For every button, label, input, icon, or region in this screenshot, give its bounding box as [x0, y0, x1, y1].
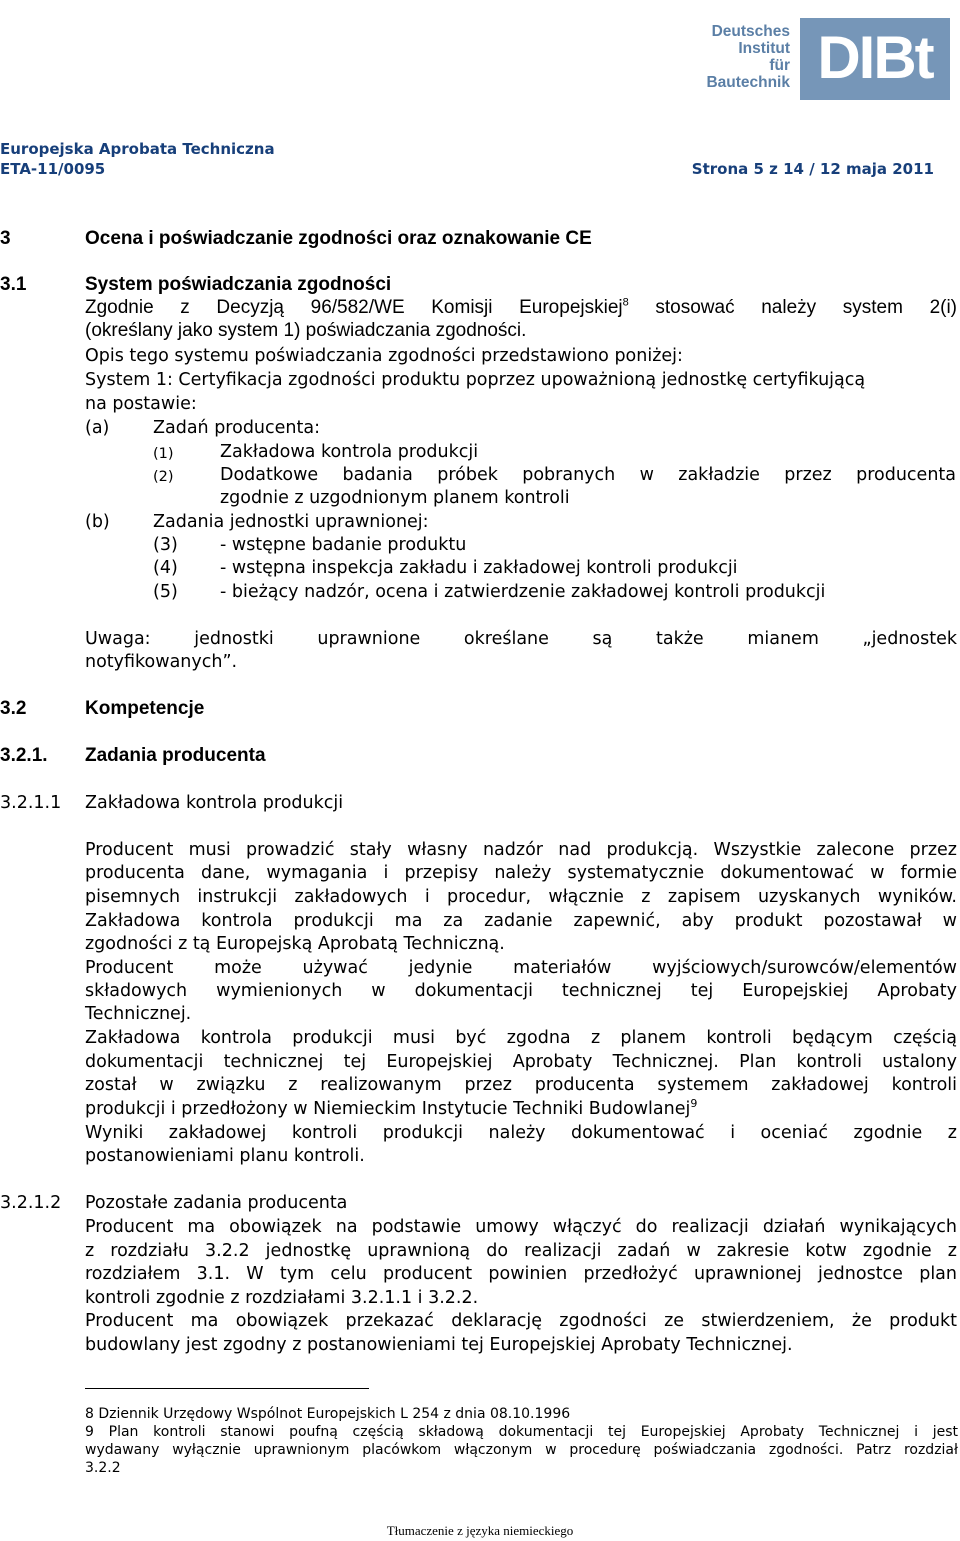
sublist-number: (5) [153, 582, 178, 602]
logo-line: Deutsches [711, 23, 790, 40]
paragraph-line: zgodności z tą Europejską Aprobatą Techniczną. [85, 934, 505, 954]
paragraph-line: na postawie: [85, 394, 197, 414]
section-3-number: 3 [0, 228, 11, 249]
paragraph-line: producenta dane, wymagania i przepisy należy systematycznie dokumentować w formie [85, 863, 957, 883]
section-3-1-number: 3.1 [0, 274, 27, 295]
page-footer: Tłumaczenie z języka niemieckiego [386, 1523, 574, 1538]
paragraph-line [85, 1098, 697, 1120]
logo-box [800, 18, 950, 100]
text-span: stosować należy system 2(i) [628, 297, 958, 318]
logo-line: Institut [738, 40, 790, 57]
section-3-title: Ocena i poświadczanie zgodności oraz oznakowanie CE [85, 228, 592, 249]
sublist-number: (2) [153, 469, 174, 485]
page-header [0, 140, 960, 182]
paragraph-line: Technicznej. [85, 1004, 192, 1024]
paragraph-line: Zakładowa kontrola produkcji musi być zgodna z planem kontroli będącym częścią [85, 1028, 957, 1048]
footnote-9-continued: 3.2.2 [85, 1460, 121, 1476]
footnote-divider [85, 1388, 369, 1389]
sublist-item: - wstępne badanie produktu [220, 535, 467, 555]
paragraph-line: Producent musi prowadzić stały własny nadzór nad produkcją. Wszystkie zalecone przez [85, 840, 957, 860]
paragraph-line: Wyniki zakładowej kontroli produkcji należy dokumentować i oceniać zgodnie z [85, 1123, 957, 1143]
sublist-number: (1) [153, 446, 174, 462]
paragraph-line: budowlany jest zgodny z postanowieniami tej Europejskiej Aprobaty Technicznej. [85, 1335, 793, 1355]
paragraph-line: postanowieniami planu kontroli. [85, 1146, 365, 1166]
paragraph-line [85, 297, 957, 319]
section-3-1-title: System poświadczania zgodności [85, 274, 392, 295]
paragraph-line: dokumentacji technicznej tej Europejskiej Aprobaty Technicznej. Plan kontroli ustalony [85, 1052, 957, 1072]
paragraph-line: System 1: Certyfikacja zgodności produktu poprzez upoważnioną jednostkę certyfikującą [85, 370, 866, 390]
section-3-2-1-2-number: 3.2.1.2 [0, 1193, 62, 1213]
section-3-2-1-number: 3.2.1. [0, 745, 48, 766]
paragraph-line: pisemnych instrukcji zakładowych i procedur, włącznie z zapisem uzyskanych wyników. [85, 887, 957, 907]
sublist-item: - wstępna inspekcja zakładu i zakładowej kontroli produkcji [220, 558, 738, 578]
paragraph-line: z rozdziału 3.2.2 jednostkę uprawnioną do realizacji zadań w zakresie kotw zgodnie z [85, 1241, 957, 1261]
section-3-2-1-1-number: 3.2.1.1 [0, 793, 62, 813]
paragraph-line: Zakładowa kontrola produkcji ma za zadanie zapewnić, aby produkt pozostawał w [85, 911, 957, 931]
logo-wordmark [690, 23, 790, 91]
section-3-2-number: 3.2 [0, 698, 27, 719]
sublist-number: (3) [153, 535, 178, 555]
logo-line: Bautechnik [706, 74, 790, 91]
section-3-2-1-title: Zadania producenta [85, 745, 266, 766]
sublist-number: (4) [153, 558, 178, 578]
note-line: notyfikowanych”. [85, 652, 238, 672]
logo-mark: DIBt [817, 24, 933, 91]
sublist-item-continued: zgodnie z uzgodnionym planem kontroli [220, 488, 570, 508]
paragraph-line: Producent ma obowiązek przekazać deklarację zgodności ze stwierdzeniem, że produkt [85, 1311, 957, 1331]
section-3-2-title: Kompetencje [85, 698, 205, 719]
text-span: produkcji i przedłożony w Niemieckim Instytucie Techniki Budowlanej [85, 1099, 691, 1119]
section-3-2-1-1-title: Zakładowa kontrola produkcji [85, 793, 344, 813]
paragraph-line: Opis tego systemu poświadczania zgodności przedstawiono poniżej: [85, 346, 683, 366]
footnote-8: 8 Dziennik Urzędowy Wspólnot Europejskich L 254 z dnia 08.10.1996 [85, 1406, 571, 1422]
logo-line: für [769, 57, 790, 74]
document-title: Europejska Aprobata Techniczna [0, 140, 275, 158]
list-label: (b) [85, 512, 110, 532]
list-item: Zadania jednostki uprawnionej: [153, 512, 429, 532]
paragraph-line: składowych wymienionych w dokumentacji technicznej tej Europejskiej Aprobaty [85, 981, 957, 1001]
paragraph-line: kontroli zgodnie z rozdziałami 3.2.1.1 i 3.2.2. [85, 1288, 479, 1308]
page-info: Strona 5 z 14 / 12 maja 2011 [691, 160, 934, 178]
section-3-2-1-2-title: Pozostałe zadania producenta [85, 1193, 348, 1213]
paragraph-line: (określany jako system 1) poświadczania zgodności. [85, 320, 527, 341]
eta-number: ETA-11/0095 [0, 160, 106, 178]
dibt-logo [690, 18, 960, 110]
footnote-9: 9 Plan kontroli stanowi poufną częścią składową dokumentacji tej Europejskiej Aprobaty Technicznej i jest [85, 1424, 958, 1440]
footnote-9-continued: wydawany wyłącznie uprawnionym placówkom włączonym w procedurę poświadczania zgodności. Patrz rozdział [85, 1442, 958, 1458]
note-line: Uwaga: jednostki uprawnione określane są także mianem „jednostek [85, 629, 957, 649]
footnote-ref: 9 [690, 1097, 698, 1111]
sublist-item: Zakładowa kontrola produkcji [220, 442, 479, 462]
text-span: Zgodnie z Decyzją 96/582/WE Komisji Europejskiej [85, 297, 623, 318]
paragraph-line: został w związku z realizowanym przez producenta systemem zakładowej kontroli [85, 1075, 957, 1095]
list-label: (a) [85, 418, 110, 438]
list-item: Zadań producenta: [153, 418, 320, 438]
paragraph-line: rozdziałem 3.1. W tym celu producent powinien przedłożyć uprawnionej jednostce plan [85, 1264, 957, 1284]
footnote-ref: 8 [622, 296, 629, 309]
sublist-item: Dodatkowe badania próbek pobranych w zakładzie przez producenta [220, 465, 956, 485]
paragraph-line: Producent może używać jedynie materiałów wyjściowych/surowców/elementów [85, 958, 957, 978]
sublist-item: - bieżący nadzór, ocena i zatwierdzenie zakładowej kontroli produkcji [220, 582, 826, 602]
paragraph-line: Producent ma obowiązek na podstawie umowy włączyć do realizacji działań wynikających [85, 1217, 957, 1237]
